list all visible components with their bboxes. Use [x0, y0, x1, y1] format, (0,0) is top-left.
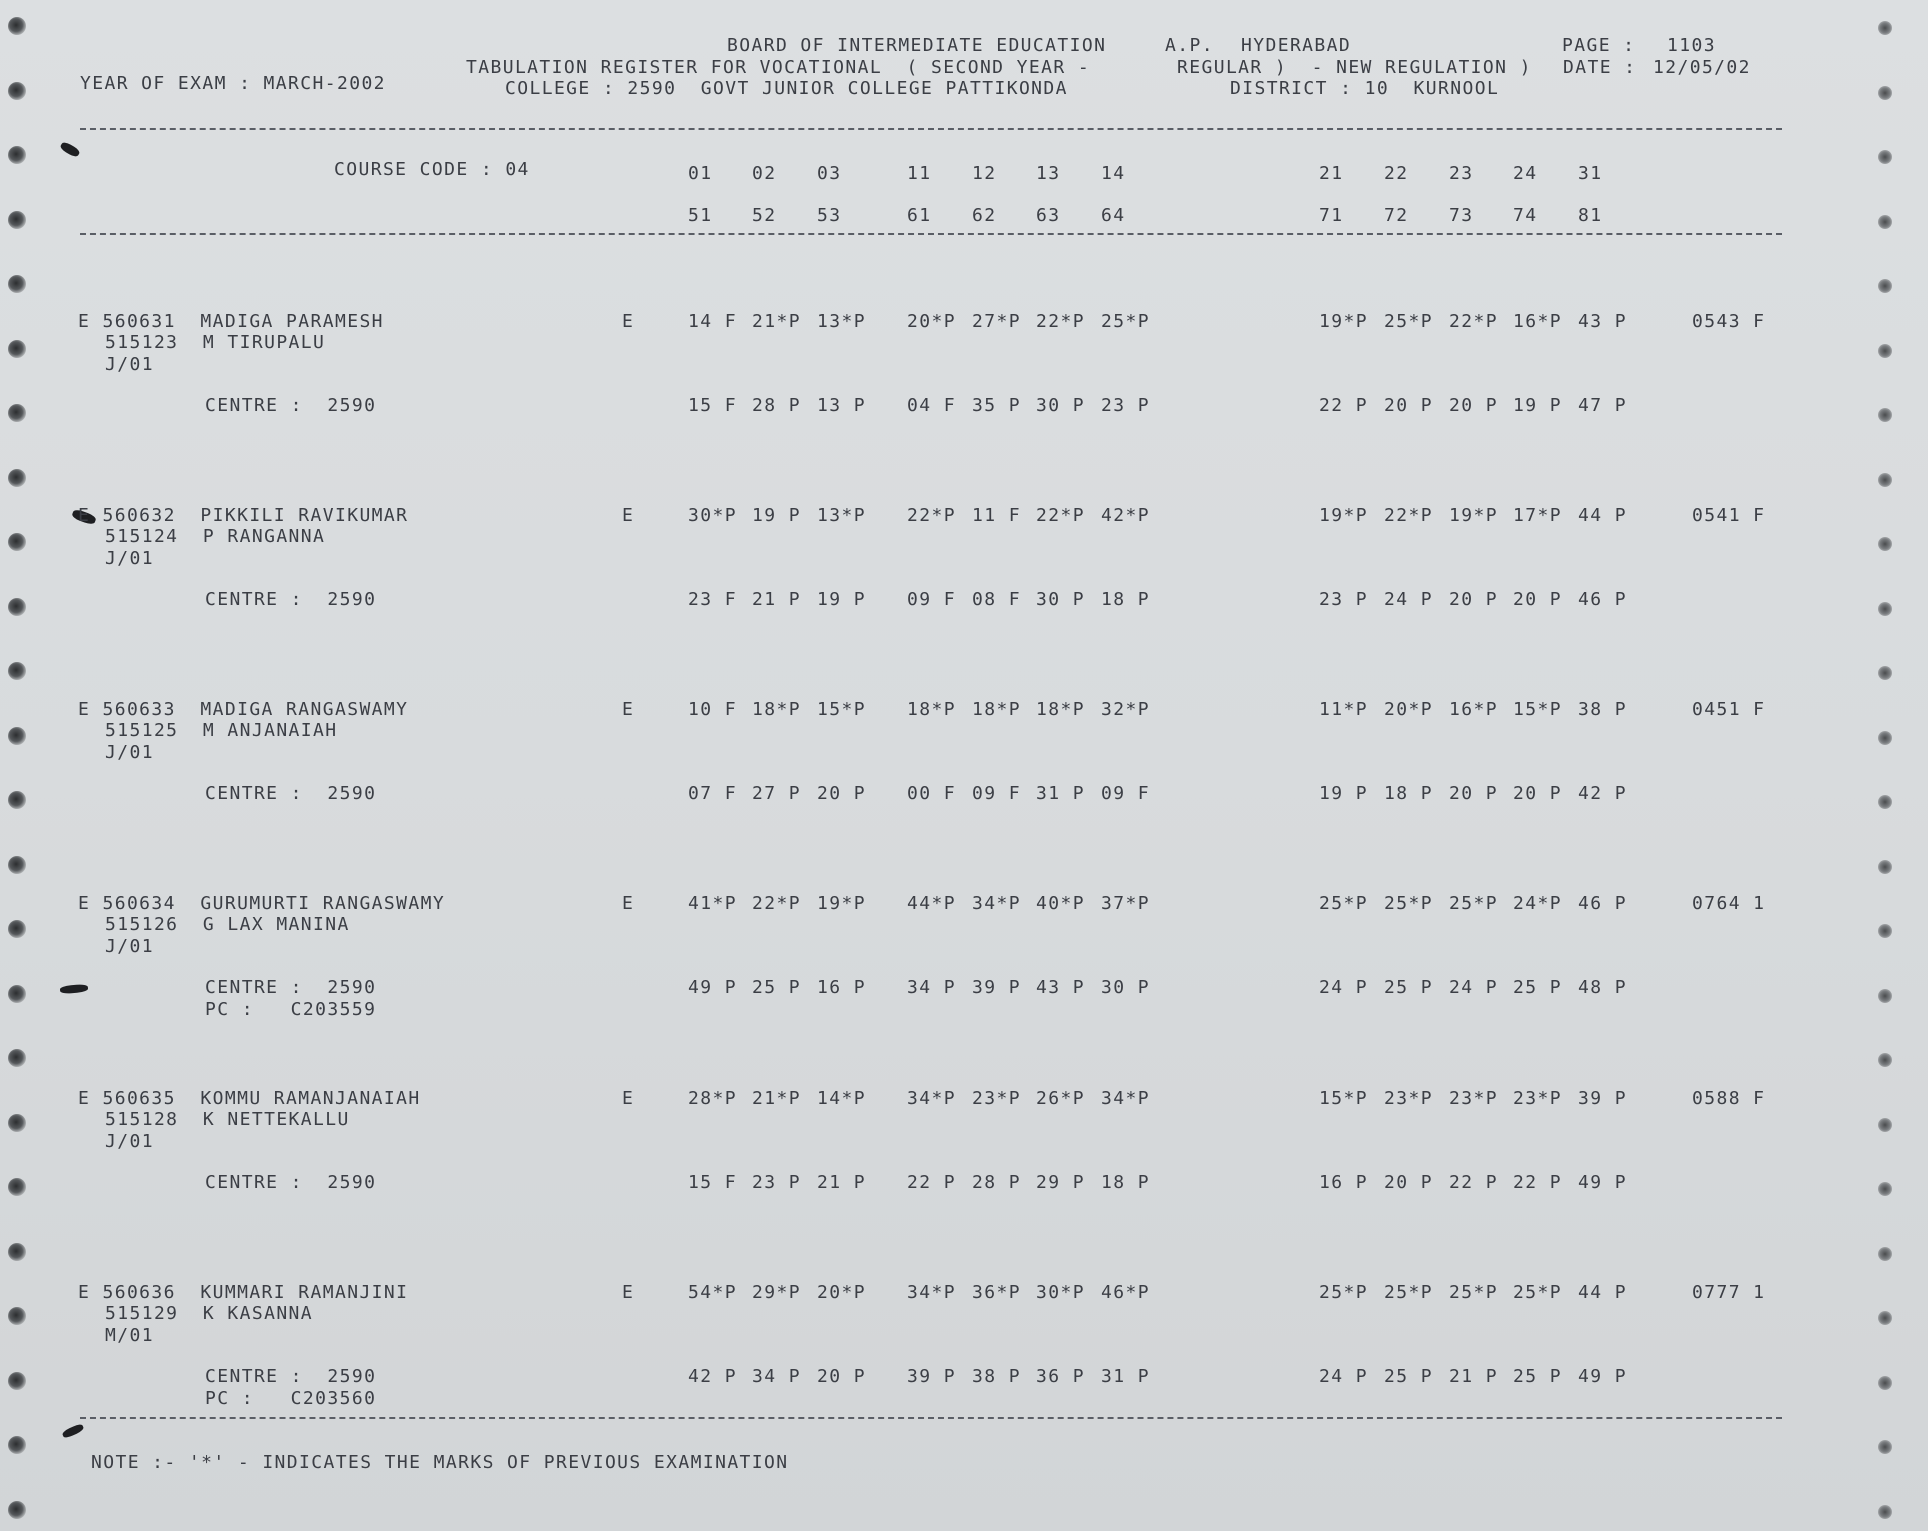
- total-result: 0588 F: [1692, 1088, 1766, 1109]
- centre-line: CENTRE : 2590: [205, 783, 377, 804]
- mark-cell: 20 P: [817, 783, 866, 804]
- subject-code: 31: [1578, 163, 1603, 184]
- pc-line: PC : C203559: [205, 999, 377, 1020]
- page-label: PAGE :: [1562, 35, 1636, 56]
- mark-cell: 49 P: [1578, 1366, 1627, 1387]
- mark-cell: 27*P: [972, 311, 1021, 332]
- medium-code: E: [622, 311, 635, 332]
- mark-cell: 39 P: [1578, 1088, 1627, 1109]
- tractor-hole: [8, 340, 26, 358]
- pc-line: PC : C203560: [205, 1388, 377, 1409]
- subject-code: 11: [907, 163, 932, 184]
- mark-cell: 54*P: [688, 1282, 737, 1303]
- mark-cell: 37*P: [1101, 893, 1150, 914]
- date-label: DATE :: [1563, 57, 1637, 78]
- mark-cell: 25*P: [1384, 893, 1433, 914]
- mark-cell: 18 P: [1101, 1172, 1150, 1193]
- mark-cell: 16 P: [1319, 1172, 1368, 1193]
- district-line: DISTRICT : 10 KURNOOL: [1230, 78, 1500, 99]
- subject-code: 24: [1513, 163, 1538, 184]
- mark-cell: 49 P: [688, 977, 737, 998]
- subject-code: 12: [972, 163, 997, 184]
- mark-cell: 24 P: [1449, 977, 1498, 998]
- mark-cell: 22 P: [907, 1172, 956, 1193]
- mark-cell: 24*P: [1513, 893, 1562, 914]
- tractor-hole: [1878, 344, 1892, 358]
- tractor-hole: [1878, 731, 1892, 745]
- mark-cell: 07 F: [688, 783, 737, 804]
- tractor-hole: [1878, 1182, 1892, 1196]
- mark-cell: 15 F: [688, 1172, 737, 1193]
- mark-cell: 15*P: [1319, 1088, 1368, 1109]
- pen-mark: [60, 984, 89, 994]
- tractor-hole: [8, 1372, 26, 1390]
- mark-cell: 19 P: [817, 589, 866, 610]
- tractor-hole: [8, 1114, 26, 1132]
- left-tractor-holes: [4, 0, 34, 1531]
- mark-cell: 15 F: [688, 395, 737, 416]
- mark-cell: 29 P: [1036, 1172, 1085, 1193]
- subject-code: 52: [752, 205, 777, 226]
- tractor-hole: [1878, 989, 1892, 1003]
- mark-cell: 20 P: [1449, 395, 1498, 416]
- tractor-hole: [1878, 21, 1892, 35]
- mark-cell: 25 P: [1513, 1366, 1562, 1387]
- father-name-line: 515126 G LAX MANINA: [105, 914, 350, 935]
- note-text: NOTE :- '*' - INDICATES THE MARKS OF PREVIOUS EXAMINATION: [91, 1452, 789, 1473]
- tractor-hole: [8, 1243, 26, 1261]
- year-of-exam: YEAR OF EXAM : MARCH-2002: [80, 73, 386, 94]
- tractor-hole: [8, 727, 26, 745]
- mark-cell: 38 P: [1578, 699, 1627, 720]
- subject-code: 72: [1384, 205, 1409, 226]
- total-result: 0451 F: [1692, 699, 1766, 720]
- tractor-hole: [1878, 795, 1892, 809]
- tractor-hole: [1878, 924, 1892, 938]
- mark-cell: 48 P: [1578, 977, 1627, 998]
- subject-code: 23: [1449, 163, 1474, 184]
- mark-cell: 25*P: [1449, 1282, 1498, 1303]
- mark-cell: 20 P: [1449, 783, 1498, 804]
- mark-cell: 22*P: [907, 505, 956, 526]
- tractor-hole: [1878, 602, 1892, 616]
- subject-code: 71: [1319, 205, 1344, 226]
- mark-cell: 25*P: [1319, 1282, 1368, 1303]
- mark-cell: 22 P: [1319, 395, 1368, 416]
- total-result: 0541 F: [1692, 505, 1766, 526]
- medium-code: E: [622, 1282, 635, 1303]
- mark-cell: 21 P: [1449, 1366, 1498, 1387]
- father-name-line: 515123 M TIRUPALU: [105, 332, 326, 353]
- mark-cell: 17*P: [1513, 505, 1562, 526]
- tractor-hole: [8, 1307, 26, 1325]
- pen-mark: [59, 141, 81, 159]
- mark-cell: 27 P: [752, 783, 801, 804]
- state-code: A.P.: [1165, 35, 1214, 56]
- tractor-hole: [8, 82, 26, 100]
- mark-cell: 19 P: [1513, 395, 1562, 416]
- group-code: J/01: [105, 1131, 154, 1152]
- centre-line: CENTRE : 2590: [205, 589, 377, 610]
- mark-cell: 19*P: [1449, 505, 1498, 526]
- student-name-line: E 560635 KOMMU RAMANJANAIAH: [78, 1088, 421, 1109]
- mark-cell: 42 P: [688, 1366, 737, 1387]
- mark-cell: 16*P: [1513, 311, 1562, 332]
- mark-cell: 18*P: [752, 699, 801, 720]
- mark-cell: 19*P: [817, 893, 866, 914]
- tractor-hole: [8, 1501, 26, 1519]
- centre-line: CENTRE : 2590: [205, 1172, 377, 1193]
- tractor-hole: [1878, 1311, 1892, 1325]
- tractor-hole: [1878, 1440, 1892, 1454]
- regulation-text: REGULAR ) - NEW REGULATION ): [1177, 57, 1532, 78]
- mark-cell: 23 P: [1319, 589, 1368, 610]
- mark-cell: 08 F: [972, 589, 1021, 610]
- mark-cell: 46*P: [1101, 1282, 1150, 1303]
- mark-cell: 22*P: [752, 893, 801, 914]
- mark-cell: 25 P: [1513, 977, 1562, 998]
- mark-cell: 19 P: [1319, 783, 1368, 804]
- mark-cell: 28 P: [752, 395, 801, 416]
- mark-cell: 04 F: [907, 395, 956, 416]
- tractor-hole: [8, 469, 26, 487]
- mark-cell: 20 P: [1384, 1172, 1433, 1193]
- mark-cell: 26*P: [1036, 1088, 1085, 1109]
- student-name-line: E 560631 MADIGA PARAMESH: [78, 311, 384, 332]
- mark-cell: 18 P: [1384, 783, 1433, 804]
- mark-cell: 42*P: [1101, 505, 1150, 526]
- mark-cell: 25*P: [1384, 1282, 1433, 1303]
- student-name-line: E 560633 MADIGA RANGASWAMY: [78, 699, 409, 720]
- subject-code: 73: [1449, 205, 1474, 226]
- mark-cell: 43 P: [1578, 311, 1627, 332]
- mark-cell: 19 P: [752, 505, 801, 526]
- mark-cell: 23*P: [972, 1088, 1021, 1109]
- subject-code: 62: [972, 205, 997, 226]
- mark-cell: 15*P: [1513, 699, 1562, 720]
- mark-cell: 30 P: [1036, 395, 1085, 416]
- medium-code: E: [622, 893, 635, 914]
- mark-cell: 24 P: [1319, 977, 1368, 998]
- mark-cell: 21 P: [752, 589, 801, 610]
- course-code: COURSE CODE : 04: [334, 159, 530, 180]
- mark-cell: 11*P: [1319, 699, 1368, 720]
- group-code: M/01: [105, 1325, 154, 1346]
- group-code: J/01: [105, 354, 154, 375]
- mark-cell: 30*P: [1036, 1282, 1085, 1303]
- mark-cell: 09 F: [972, 783, 1021, 804]
- subject-code: 81: [1578, 205, 1603, 226]
- tractor-hole: [8, 856, 26, 874]
- father-name-line: 515128 K NETTEKALLU: [105, 1109, 350, 1130]
- subject-code: 74: [1513, 205, 1538, 226]
- mark-cell: 34 P: [907, 977, 956, 998]
- subject-code: 51: [688, 205, 713, 226]
- mark-cell: 20*P: [817, 1282, 866, 1303]
- tractor-hole: [1878, 1053, 1892, 1067]
- mark-cell: 20 P: [1449, 589, 1498, 610]
- mark-cell: 34*P: [972, 893, 1021, 914]
- mark-cell: 46 P: [1578, 589, 1627, 610]
- tractor-hole: [1878, 279, 1892, 293]
- mark-cell: 34*P: [1101, 1088, 1150, 1109]
- mark-cell: 15*P: [817, 699, 866, 720]
- column-rule: [80, 233, 1782, 235]
- mark-cell: 32*P: [1101, 699, 1150, 720]
- tractor-hole: [8, 1178, 26, 1196]
- mark-cell: 23 P: [1101, 395, 1150, 416]
- tractor-hole: [1878, 215, 1892, 229]
- subject-code: 02: [752, 163, 777, 184]
- tractor-hole: [1878, 150, 1892, 164]
- mark-cell: 23 F: [688, 589, 737, 610]
- mark-cell: 23*P: [1513, 1088, 1562, 1109]
- medium-code: E: [622, 699, 635, 720]
- tractor-hole: [8, 662, 26, 680]
- mark-cell: 47 P: [1578, 395, 1627, 416]
- mark-cell: 25 P: [1384, 1366, 1433, 1387]
- subject-code: 21: [1319, 163, 1344, 184]
- student-name-line: E 560636 KUMMARI RAMANJINI: [78, 1282, 409, 1303]
- tractor-hole: [8, 791, 26, 809]
- subject-code: 22: [1384, 163, 1409, 184]
- mark-cell: 29*P: [752, 1282, 801, 1303]
- mark-cell: 20 P: [817, 1366, 866, 1387]
- tractor-hole: [8, 1436, 26, 1454]
- subject-code: 64: [1101, 205, 1126, 226]
- mark-cell: 44 P: [1578, 1282, 1627, 1303]
- tractor-hole: [8, 920, 26, 938]
- mark-cell: 14*P: [817, 1088, 866, 1109]
- print-date: 12/05/02: [1653, 57, 1751, 78]
- header-rule: [80, 128, 1782, 130]
- mark-cell: 11 F: [972, 505, 1021, 526]
- mark-cell: 13*P: [817, 505, 866, 526]
- tractor-hole: [8, 985, 26, 1003]
- register-title: TABULATION REGISTER FOR VOCATIONAL ( SECOND YEAR -: [466, 57, 1091, 78]
- medium-code: E: [622, 505, 635, 526]
- mark-cell: 22*P: [1384, 505, 1433, 526]
- mark-cell: 25*P: [1101, 311, 1150, 332]
- college-line: COLLEGE : 2590 GOVT JUNIOR COLLEGE PATTIKONDA: [505, 78, 1068, 99]
- mark-cell: 16*P: [1449, 699, 1498, 720]
- mark-cell: 25*P: [1513, 1282, 1562, 1303]
- group-code: J/01: [105, 548, 154, 569]
- mark-cell: 22 P: [1449, 1172, 1498, 1193]
- city-name: HYDERABAD: [1241, 35, 1352, 56]
- medium-code: E: [622, 1088, 635, 1109]
- mark-cell: 20 P: [1513, 783, 1562, 804]
- tractor-hole: [8, 211, 26, 229]
- mark-cell: 19*P: [1319, 311, 1368, 332]
- subject-code: 53: [817, 205, 842, 226]
- board-title: BOARD OF INTERMEDIATE EDUCATION: [727, 35, 1107, 56]
- mark-cell: 19*P: [1319, 505, 1368, 526]
- group-code: J/01: [105, 936, 154, 957]
- mark-cell: 25 P: [752, 977, 801, 998]
- page-number: 1103: [1667, 35, 1716, 56]
- mark-cell: 21*P: [752, 311, 801, 332]
- mark-cell: 28*P: [688, 1088, 737, 1109]
- father-name-line: 515124 P RANGANNA: [105, 526, 326, 547]
- tractor-hole: [8, 275, 26, 293]
- tractor-hole: [1878, 860, 1892, 874]
- right-tractor-holes: [1876, 0, 1906, 1531]
- father-name-line: 515125 M ANJANAIAH: [105, 720, 338, 741]
- tractor-hole: [1878, 408, 1892, 422]
- mark-cell: 21*P: [752, 1088, 801, 1109]
- mark-cell: 34 P: [752, 1366, 801, 1387]
- mark-cell: 20 P: [1513, 589, 1562, 610]
- mark-cell: 38 P: [972, 1366, 1021, 1387]
- centre-line: CENTRE : 2590: [205, 395, 377, 416]
- mark-cell: 31 P: [1101, 1366, 1150, 1387]
- total-result: 0543 F: [1692, 311, 1766, 332]
- mark-cell: 40*P: [1036, 893, 1085, 914]
- mark-cell: 44 P: [1578, 505, 1627, 526]
- tractor-hole: [1878, 1505, 1892, 1519]
- mark-cell: 24 P: [1319, 1366, 1368, 1387]
- mark-cell: 36*P: [972, 1282, 1021, 1303]
- mark-cell: 18 P: [1101, 589, 1150, 610]
- mark-cell: 18*P: [972, 699, 1021, 720]
- mark-cell: 20*P: [907, 311, 956, 332]
- tractor-hole: [1878, 473, 1892, 487]
- mark-cell: 44*P: [907, 893, 956, 914]
- centre-line: CENTRE : 2590: [205, 977, 377, 998]
- mark-cell: 13*P: [817, 311, 866, 332]
- tractor-hole: [8, 404, 26, 422]
- mark-cell: 14 F: [688, 311, 737, 332]
- mark-cell: 28 P: [972, 1172, 1021, 1193]
- subject-code: 61: [907, 205, 932, 226]
- tractor-hole: [8, 598, 26, 616]
- mark-cell: 25 P: [1384, 977, 1433, 998]
- subject-code: 63: [1036, 205, 1061, 226]
- mark-cell: 23*P: [1449, 1088, 1498, 1109]
- mark-cell: 23*P: [1384, 1088, 1433, 1109]
- student-name-line: E 560632 PIKKILI RAVIKUMAR: [78, 505, 409, 526]
- mark-cell: 39 P: [907, 1366, 956, 1387]
- tractor-hole: [1878, 86, 1892, 100]
- tractor-hole: [1878, 666, 1892, 680]
- mark-cell: 39 P: [972, 977, 1021, 998]
- mark-cell: 41*P: [688, 893, 737, 914]
- tractor-hole: [8, 1049, 26, 1067]
- mark-cell: 16 P: [817, 977, 866, 998]
- tractor-hole: [1878, 537, 1892, 551]
- mark-cell: 22*P: [1036, 505, 1085, 526]
- father-name-line: 515129 K KASANNA: [105, 1303, 314, 1324]
- mark-cell: 18*P: [907, 699, 956, 720]
- mark-cell: 21 P: [817, 1172, 866, 1193]
- tractor-hole: [8, 146, 26, 164]
- mark-cell: 00 F: [907, 783, 956, 804]
- mark-cell: 49 P: [1578, 1172, 1627, 1193]
- tractor-hole: [8, 533, 26, 551]
- tractor-hole: [1878, 1118, 1892, 1132]
- subject-code: 14: [1101, 163, 1126, 184]
- subject-code: 13: [1036, 163, 1061, 184]
- mark-cell: 09 F: [907, 589, 956, 610]
- tractor-hole: [1878, 1247, 1892, 1261]
- pen-mark: [61, 1423, 84, 1440]
- mark-cell: 31 P: [1036, 783, 1085, 804]
- mark-cell: 20 P: [1384, 395, 1433, 416]
- mark-cell: 30 P: [1036, 589, 1085, 610]
- mark-cell: 43 P: [1036, 977, 1085, 998]
- total-result: 0777 1: [1692, 1282, 1766, 1303]
- mark-cell: 22 P: [1513, 1172, 1562, 1193]
- mark-cell: 34*P: [907, 1088, 956, 1109]
- mark-cell: 10 F: [688, 699, 737, 720]
- subject-code: 03: [817, 163, 842, 184]
- mark-cell: 25*P: [1384, 311, 1433, 332]
- mark-cell: 30*P: [688, 505, 737, 526]
- footer-rule: [80, 1417, 1782, 1419]
- mark-cell: 22*P: [1449, 311, 1498, 332]
- mark-cell: 30 P: [1101, 977, 1150, 998]
- centre-line: CENTRE : 2590: [205, 1366, 377, 1387]
- mark-cell: 22*P: [1036, 311, 1085, 332]
- mark-cell: 13 P: [817, 395, 866, 416]
- mark-cell: 35 P: [972, 395, 1021, 416]
- student-name-line: E 560634 GURUMURTI RANGASWAMY: [78, 893, 446, 914]
- subject-code: 01: [688, 163, 713, 184]
- mark-cell: 25*P: [1449, 893, 1498, 914]
- mark-cell: 18*P: [1036, 699, 1085, 720]
- mark-cell: 42 P: [1578, 783, 1627, 804]
- mark-cell: 20*P: [1384, 699, 1433, 720]
- tractor-hole: [8, 17, 26, 35]
- mark-cell: 24 P: [1384, 589, 1433, 610]
- mark-cell: 46 P: [1578, 893, 1627, 914]
- mark-cell: 36 P: [1036, 1366, 1085, 1387]
- group-code: J/01: [105, 742, 154, 763]
- mark-cell: 34*P: [907, 1282, 956, 1303]
- mark-cell: 09 F: [1101, 783, 1150, 804]
- tractor-hole: [1878, 1376, 1892, 1390]
- total-result: 0764 1: [1692, 893, 1766, 914]
- mark-cell: 25*P: [1319, 893, 1368, 914]
- mark-cell: 23 P: [752, 1172, 801, 1193]
